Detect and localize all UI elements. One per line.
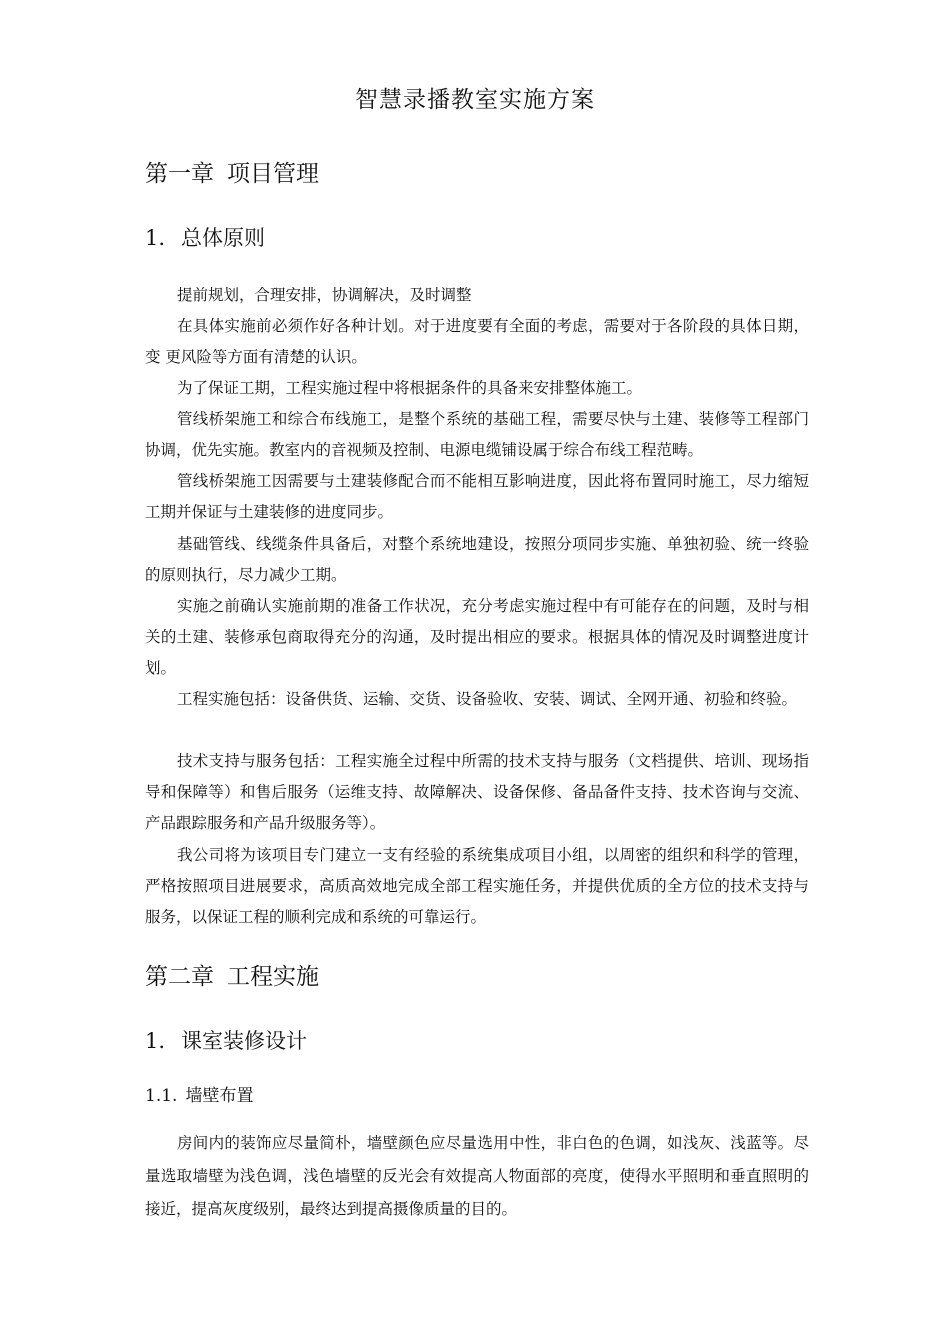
paragraph: 实施之前确认实施前期的准备工作状况，充分考虑实施过程中有可能存在的问题，及时与相关的土建、装修承包商取得充分的沟通，及时提出相应的要求。根据具体的情况及时调整进度计划。	[145, 597, 809, 677]
section-title: 课室装修设计	[181, 1029, 308, 1053]
paragraph: 提前规划，合理安排，协调解决，及时调整	[177, 286, 472, 304]
chapter-title: 工程实施	[227, 964, 319, 990]
section-title: 总体原则	[181, 226, 266, 250]
paragraph: 管线桥架施工和综合布线施工，是整个系统的基础工程，需要尽快与土建、装修等工程部门协调，优先实施。教室内的音视频及控制、电源电缆铺设属于综合布线工程范畴。	[145, 410, 809, 459]
section-heading-1-1	[145, 223, 265, 253]
section-number: 1.	[145, 1029, 166, 1053]
paragraph: 在具体实施前必须作好各种计划。对于进度要有全面的考虑，需要对于各阶段的具体日期，变 更风险等方面有清楚的认识。	[145, 317, 809, 366]
paragraph: 管线桥架施工因需要与土建装修配合而不能相互影响进度，因此将布置同时施工，尽力缩短工期并保证与土建装修的进度同步。	[145, 472, 809, 521]
paragraph: 基础管线、线缆条件具备后，对整个系统地建设，按照分项同步实施、单独初验、统一终验的原则执行，尽力减少工期。	[145, 535, 809, 584]
paragraph: 技术支持与服务包括：工程实施全过程中所需的技术支持与服务（文档提供、培训、现场指导和保障等）和售后服务（运维支持、故障解决、设备保修、备品备件支持、技术咨询与交流、产品跟踪服务和产品升级服务等）。	[145, 752, 809, 832]
paragraph: 房间内的装饰应尽量简朴，墙壁颜色应尽量选用中性，非白色的色调，如浅灰、浅蓝等。尽量选取墙壁为浅色调，浅色墙壁的反光会有效提高人物面部的亮度，使得水平照明和垂直照明的接近，提高灰度级别，最终达到提高摄像质量的目的。	[145, 1134, 809, 1218]
chapter-label: 第一章	[145, 161, 214, 187]
section-heading-2-1	[145, 1026, 307, 1056]
chapter-heading-2	[145, 961, 319, 993]
section-number: 1.	[145, 226, 166, 250]
chapter-title: 项目管理	[227, 161, 319, 187]
subsection-title: 墙壁布置	[185, 1086, 254, 1106]
paragraph: 我公司将为该项目专门建立一支有经验的系统集成项目小组，以周密的组织和科学的管理，严格按照项目进展要求，高质高效地完成全部工程实施任务，并提供优质的全方位的技术支持与服务，以保证工程的顺利完成和系统的可靠运行。	[145, 846, 809, 926]
paragraph: 工程实施包括：设备供货、运输、交货、设备验收、安装、调试、全网开通、初验和终验。	[177, 690, 798, 708]
subsection-number: 1.1.	[145, 1086, 178, 1106]
chapter-label: 第二章	[145, 964, 214, 990]
paragraph: 为了保证工期，工程实施过程中将根据条件的具备来安排整体施工。	[177, 379, 643, 397]
chapter-heading-1	[145, 158, 319, 190]
document-title: 智慧录播教室实施方案	[355, 87, 595, 113]
subsection-heading-2-1-1	[145, 1083, 253, 1109]
